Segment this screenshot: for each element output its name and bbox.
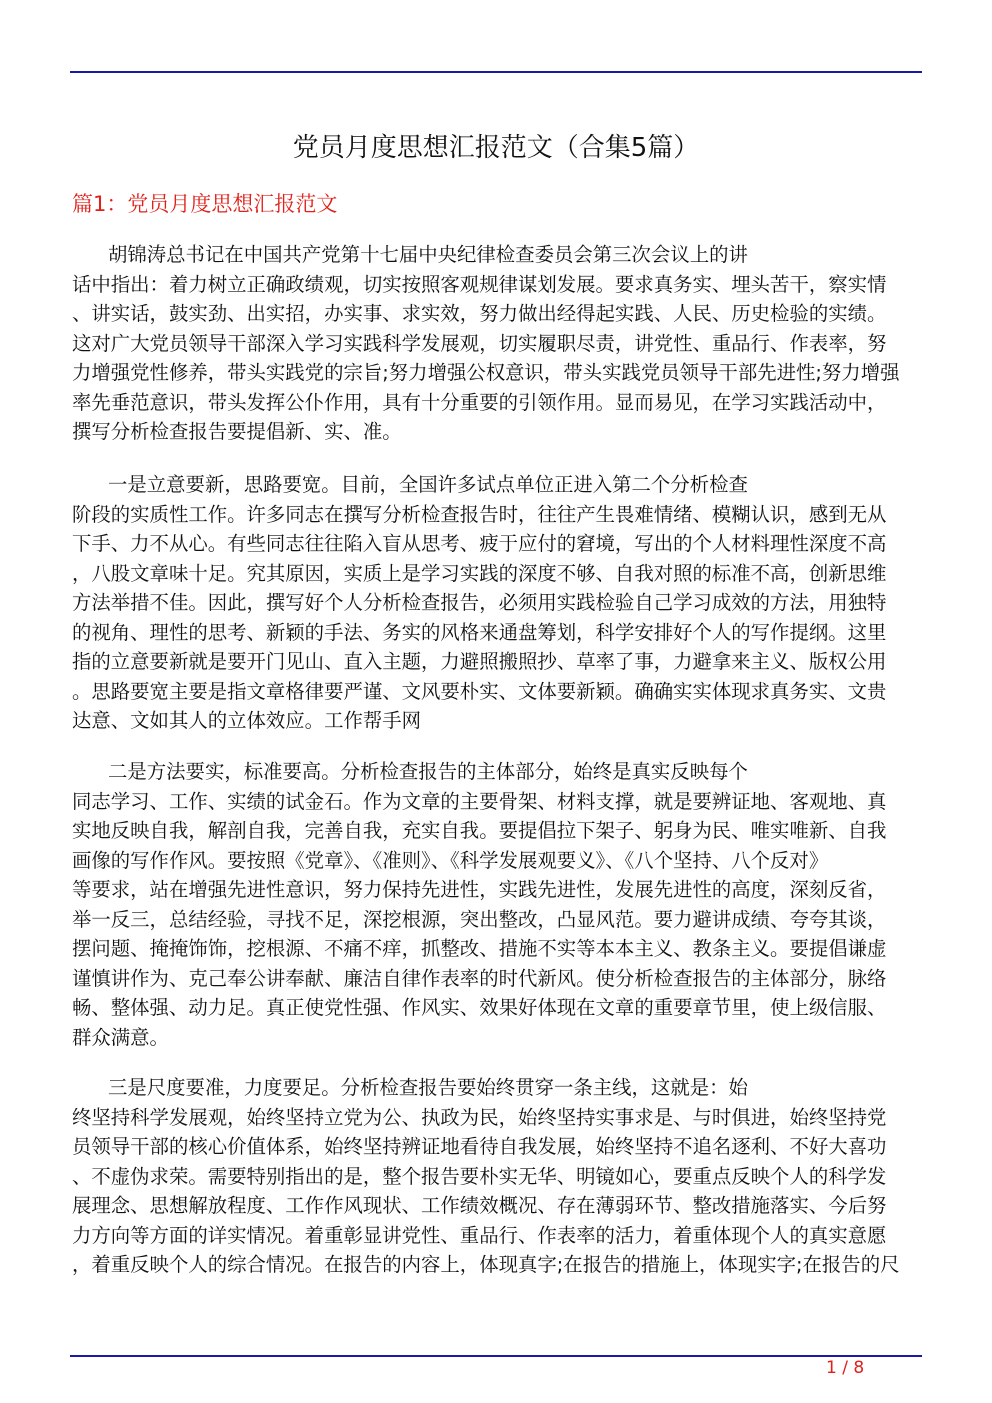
paragraph-4 xyxy=(72,1073,922,1280)
paragraph-1 xyxy=(72,240,922,447)
text-line: 展理念、思想解放程度、工作作风现状、工作绩效概况、存在薄弱环节、整改措施落实、今后努 xyxy=(72,1194,887,1217)
text-line: 。思路要宽主要是指文章格律要严谨、文风要朴实、文体要新颖。确确实实体现求真务实、文贵 xyxy=(72,679,887,703)
section-heading: 篇1：党员月度思想汇报范文 xyxy=(72,192,338,216)
text-line: 畅、整体强、动力足。真正使党性强、作风实、效果好体现在文章的重要章节里，使上级信服、 xyxy=(72,996,887,1019)
text-line: 员领导干部的核心价值体系，始终坚持辨证地看待自我发展，始终坚持不追名逐利、不好大喜功 xyxy=(72,1135,887,1158)
text-line: 等要求，站在增强先进性意识，努力保持先进性，实践先进性，发展先进性的高度，深刻反省， xyxy=(72,878,887,901)
text-line: 同志学习、工作、实绩的试金石。作为文章的主要骨架、材料支撑，就是要辨证地、客观地、真 xyxy=(72,789,887,813)
text-line: 一是立意要新，思路要宽。目前，全国许多试点单位正进入第二个分析检查 xyxy=(108,473,748,496)
text-line: 话中指出：着力树立正确政绩观，切实按照客观规律谋划发展。要求真务实、埋头苦干，察实情 xyxy=(72,272,887,296)
text-line: 、讲实话，鼓实劲、出实招，办实事、求实效，努力做出经得起实践、人民、历史检验的实绩。 xyxy=(72,302,887,325)
text-line: 终坚持科学发展观，始终坚持立党为公、执政为民，始终坚持实事求是、与时俱进，始终坚持党 xyxy=(72,1105,887,1129)
text-line: 摆问题、掩掩饰饰，挖根源、不痛不痒，抓整改、措施不实等本本主义、教条主义。要提倡谦虚 xyxy=(72,937,887,960)
text-line: 画像的写作作风。要按照《党章》、《准则》、《科学发展观要义》、《八个坚持、八个反对》 xyxy=(72,848,829,872)
text-line: 力方向等方面的详实情况。着重彰显讲党性、重品行、作表率的活力，着重体现个人的真实意愿 xyxy=(72,1223,887,1247)
text-line: 群众满意。 xyxy=(72,1025,169,1049)
header-rule xyxy=(70,71,922,73)
text-line: 举一反三，总结经验，寻找不足，深挖根源，突出整改，凸显风范。要力避讲成绩、夸夸其谈， xyxy=(72,907,887,931)
text-line: 力增强党性修养，带头实践党的宗旨;努力增强公权意识，带头实践党员领导干部先进性;努力增强 xyxy=(72,361,900,384)
text-line: ，八股文章味十足。究其原因，实质上是学习实践的深度不够、自我对照的标准不高，创新思维 xyxy=(72,561,887,585)
text-line: ，着重反映个人的综合情况。在报告的内容上，体现真字;在报告的措施上，体现实字;在报告的尺 xyxy=(72,1253,900,1276)
page-indicator: 1 / 8 xyxy=(826,1358,865,1378)
document-title: 党员月度思想汇报范文（合集5篇） xyxy=(292,133,700,163)
text-line: 谨慎讲作为、克己奉公讲奉献、廉洁自律作表率的时代新风。使分析检查报告的主体部分，脉络 xyxy=(72,966,887,990)
text-line: 率先垂范意识，带头发挥公仆作用，具有十分重要的引领作用。显而易见，在学习实践活动中， xyxy=(72,390,887,414)
text-line: 指的立意要新就是要开门见山、直入主题，力避照搬照抄、草率了事，力避拿来主义、版权公用 xyxy=(72,650,887,673)
text-line: 实地反映自我，解剖自我，完善自我，充实自我。要提倡拉下架子、躬身为民、唯实唯新、自我 xyxy=(72,819,887,842)
text-line: 三是尺度要准，力度要足。分析检查报告要始终贯穿一条主线，这就是：始 xyxy=(108,1076,748,1099)
text-line: 撰写分析检查报告要提倡新、实、准。 xyxy=(72,420,402,443)
text-line: 方法举措不佳。因此，撰写好个人分析检查报告，必须用实践检验自己学习成效的方法，用独特 xyxy=(72,591,887,614)
text-line: 胡锦涛总书记在中国共产党第十七届中央纪律检查委员会第三次会议上的讲 xyxy=(108,243,748,266)
footer-rule xyxy=(70,1355,922,1357)
text-line: 的视角、理性的思考、新颖的手法、务实的风格来通盘筹划，科学安排好个人的写作提纲。这里 xyxy=(72,620,887,644)
paragraph-3 xyxy=(72,757,922,1052)
text-line: 下手、力不从心。有些同志往往陷入盲从思考、疲于应付的窘境，写出的个人材料理性深度不高 xyxy=(72,532,887,555)
text-line: 这对广大党员领导干部深入学习实践科学发展观，切实履职尽责，讲党性、重品行、作表率，努 xyxy=(72,331,887,355)
text-line: 达意、文如其人的立体效应。工作帮手网 xyxy=(72,709,422,732)
text-line: 二是方法要实，标准要高。分析检查报告的主体部分，始终是真实反映每个 xyxy=(108,760,748,783)
text-line: 、不虚伪求荣。需要特别指出的是，整个报告要朴实无华、明镜如心，要重点反映个人的科学发 xyxy=(72,1164,887,1188)
text-line: 阶段的实质性工作。许多同志在撰写分析检查报告时，往往产生畏难情绪、模糊认识，感到无从 xyxy=(72,502,887,526)
paragraph-2 xyxy=(72,470,922,736)
